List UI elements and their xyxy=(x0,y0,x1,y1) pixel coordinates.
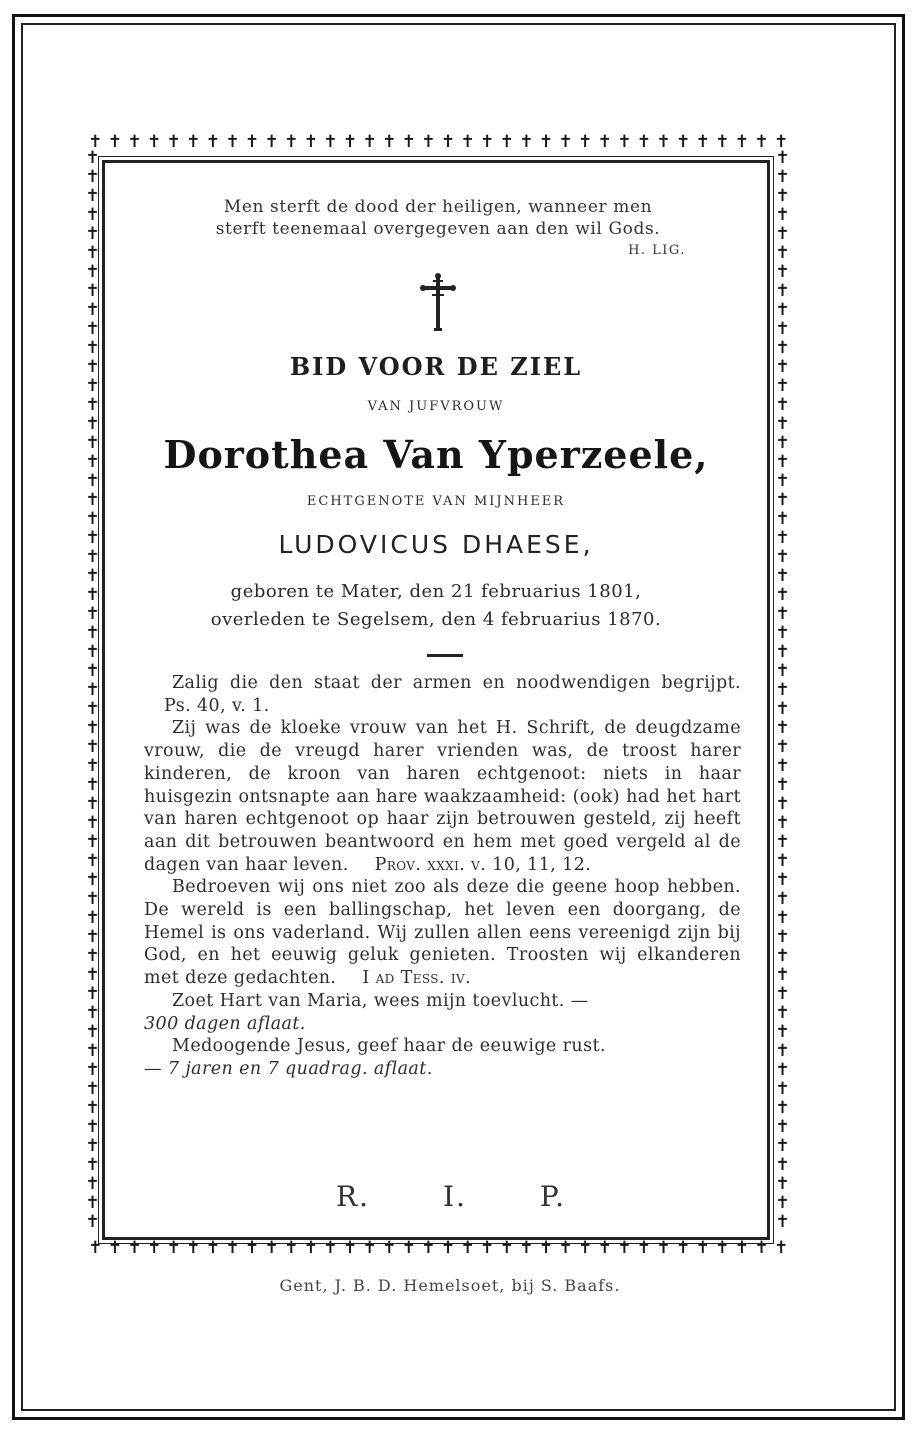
border-cross-icon: ✝ xyxy=(775,414,791,434)
border-cross-icon: ✝ xyxy=(85,1155,101,1175)
border-cross-icon: ✝ xyxy=(715,134,731,152)
border-cross-icon: ✝ xyxy=(244,134,261,152)
border-cross-icon: ✝ xyxy=(85,1022,101,1042)
paragraph-2 xyxy=(144,717,741,876)
birth-line: geboren te Mater, den 21 februarius 1801, xyxy=(230,581,642,602)
border-cross-icon: ✝ xyxy=(85,319,101,339)
rip-p: P. xyxy=(539,1180,566,1213)
border-cross-icon: ✝ xyxy=(264,1240,280,1258)
border-cross-icon: ✝ xyxy=(775,243,791,263)
border-cross-icon: ✝ xyxy=(85,395,101,415)
cross-border-top xyxy=(86,134,792,156)
border-cross-icon: ✝ xyxy=(578,134,594,152)
border-cross-icon: ✝ xyxy=(519,134,535,152)
border-cross-icon: ✝ xyxy=(85,737,101,757)
border-cross-icon: ✝ xyxy=(775,699,791,719)
border-cross-icon: ✝ xyxy=(85,1098,101,1118)
paragraph-5-indulgence: — 7 jaren en 7 quadrag. aflaat. xyxy=(144,1058,433,1079)
border-cross-icon: ✝ xyxy=(775,395,791,415)
border-cross-icon: ✝ xyxy=(186,134,202,152)
border-cross-icon: ✝ xyxy=(85,718,101,738)
border-cross-icon: ✝ xyxy=(775,756,791,776)
border-cross-icon: ✝ xyxy=(85,433,101,453)
border-cross-icon: ✝ xyxy=(85,642,101,662)
border-cross-icon: ✝ xyxy=(775,946,791,966)
border-cross-icon: ✝ xyxy=(85,832,101,852)
border-cross-icon: ✝ xyxy=(421,134,437,152)
border-cross-icon: ✝ xyxy=(460,134,476,152)
border-cross-icon: ✝ xyxy=(85,1174,101,1194)
border-cross-icon: ✝ xyxy=(85,414,101,434)
border-cross-icon: ✝ xyxy=(775,300,791,320)
border-cross-icon: ✝ xyxy=(382,1240,398,1258)
border-cross-icon: ✝ xyxy=(225,134,241,152)
border-cross-icon: ✝ xyxy=(85,547,101,567)
border-cross-icon: ✝ xyxy=(775,1212,791,1232)
border-cross-icon: ✝ xyxy=(775,452,791,472)
border-cross-icon: ✝ xyxy=(775,889,791,909)
border-cross-icon: ✝ xyxy=(85,167,101,187)
border-cross-icon: ✝ xyxy=(775,680,791,700)
border-cross-icon: ✝ xyxy=(773,134,790,152)
border-cross-icon: ✝ xyxy=(775,490,791,510)
deceased-name: Dorothea Van Yperzeele, xyxy=(163,432,709,477)
border-cross-icon: ✝ xyxy=(85,927,101,947)
border-cross-icon: ✝ xyxy=(85,1193,101,1213)
cross-border-bottom xyxy=(86,1240,792,1264)
border-cross-icon: ✝ xyxy=(558,134,574,152)
border-cross-icon: ✝ xyxy=(303,134,319,152)
border-cross-icon: ✝ xyxy=(775,1193,791,1213)
border-cross-icon: ✝ xyxy=(775,167,791,187)
border-cross-icon: ✝ xyxy=(519,1240,535,1258)
border-cross-icon: ✝ xyxy=(538,134,555,152)
border-cross-icon: ✝ xyxy=(775,566,791,586)
title-van-jufvrouw: VAN JUFVROUW xyxy=(367,399,505,414)
border-cross-icon: ✝ xyxy=(597,1240,613,1258)
border-cross-icon: ✝ xyxy=(636,1240,653,1258)
spouse-name: LUDOVICUS DHAESE, xyxy=(278,530,594,559)
paragraph-3-reference: I ad Tess. iv. xyxy=(362,968,471,989)
paragraph-1 xyxy=(144,672,741,717)
border-cross-icon: ✝ xyxy=(421,1240,437,1258)
border-cross-icon: ✝ xyxy=(85,1003,101,1023)
border-cross-icon: ✝ xyxy=(85,452,101,472)
border-cross-icon: ✝ xyxy=(85,661,101,681)
border-cross-icon: ✝ xyxy=(775,908,791,928)
border-cross-icon: ✝ xyxy=(205,1240,221,1258)
paragraph-1-text: Zalig die den staat der armen en noodwendigen begrijpt. xyxy=(172,673,741,693)
border-cross-icon: ✝ xyxy=(85,794,101,814)
border-cross-icon: ✝ xyxy=(85,889,101,909)
border-cross-icon: ✝ xyxy=(85,150,101,168)
border-cross-icon: ✝ xyxy=(775,186,791,206)
rip-r: R. xyxy=(336,1180,370,1213)
border-cross-icon: ✝ xyxy=(362,1240,378,1258)
border-cross-icon: ✝ xyxy=(499,1240,515,1258)
border-cross-icon: ✝ xyxy=(775,642,791,662)
border-cross-icon: ✝ xyxy=(775,851,791,871)
border-cross-icon: ✝ xyxy=(85,775,101,795)
spouse-label: ECHTGENOTE VAN MIJNHEER xyxy=(306,494,566,509)
divider-rule xyxy=(427,654,463,657)
border-cross-icon: ✝ xyxy=(775,319,791,339)
border-cross-icon: ✝ xyxy=(107,134,124,152)
rip-inscription xyxy=(336,1180,566,1213)
border-cross-icon: ✝ xyxy=(775,1041,791,1061)
border-cross-icon: ✝ xyxy=(775,357,791,377)
border-cross-icon: ✝ xyxy=(754,1240,770,1258)
border-cross-icon: ✝ xyxy=(85,908,101,928)
border-cross-icon: ✝ xyxy=(775,813,791,833)
border-cross-icon: ✝ xyxy=(775,718,791,738)
border-cross-icon: ✝ xyxy=(754,134,770,152)
border-cross-icon: ✝ xyxy=(85,680,101,700)
border-cross-icon: ✝ xyxy=(127,1240,143,1258)
border-cross-icon: ✝ xyxy=(244,1240,261,1258)
paragraph-4 xyxy=(144,990,741,1013)
border-cross-icon: ✝ xyxy=(323,1240,339,1258)
border-cross-icon: ✝ xyxy=(775,281,791,301)
border-cross-icon: ✝ xyxy=(382,134,398,152)
border-cross-icon: ✝ xyxy=(656,134,672,152)
epigraph-line-2: sterft teenemaal overgegeven aan den wil Gods. xyxy=(215,219,661,239)
border-cross-icon: ✝ xyxy=(775,1136,791,1156)
border-cross-icon: ✝ xyxy=(85,965,101,985)
border-cross-icon: ✝ xyxy=(775,509,791,529)
border-cross-icon: ✝ xyxy=(775,150,791,168)
border-cross-icon: ✝ xyxy=(775,547,791,567)
cross-border-left xyxy=(82,150,104,1246)
border-cross-icon: ✝ xyxy=(460,1240,476,1258)
border-cross-icon: ✝ xyxy=(775,433,791,453)
border-cross-icon: ✝ xyxy=(284,1240,300,1258)
epigraph-line-1: Men sterft de dood der heiligen, wanneer men xyxy=(223,197,653,217)
paragraph-5-text: Medoogende Jesus, geef haar de eeuwige rust. xyxy=(172,1036,606,1057)
border-cross-icon: ✝ xyxy=(775,1022,791,1042)
border-cross-icon: ✝ xyxy=(85,281,101,301)
border-cross-icon: ✝ xyxy=(85,300,101,320)
border-cross-icon: ✝ xyxy=(85,1117,101,1137)
printer-imprint: Gent, J. B. D. Hemelsoet, bij S. Baafs. xyxy=(279,1276,621,1295)
border-cross-icon: ✝ xyxy=(775,1117,791,1137)
border-cross-icon: ✝ xyxy=(284,134,300,152)
border-cross-icon: ✝ xyxy=(775,1003,791,1023)
death-line: overleden te Segelsem, den 4 februarius 1870. xyxy=(210,609,662,630)
border-cross-icon: ✝ xyxy=(342,1240,359,1258)
border-cross-icon: ✝ xyxy=(480,1240,496,1258)
border-cross-icon: ✝ xyxy=(186,1240,202,1258)
border-cross-icon: ✝ xyxy=(775,1174,791,1194)
cross-border-right xyxy=(772,150,794,1246)
border-cross-icon: ✝ xyxy=(85,1060,101,1080)
border-cross-icon: ✝ xyxy=(775,737,791,757)
border-cross-icon: ✝ xyxy=(617,134,633,152)
border-cross-icon: ✝ xyxy=(401,134,417,152)
border-cross-icon: ✝ xyxy=(538,1240,555,1258)
border-cross-icon: ✝ xyxy=(775,585,791,605)
border-cross-icon: ✝ xyxy=(85,1136,101,1156)
birth-death-lines xyxy=(110,578,762,634)
border-cross-icon: ✝ xyxy=(401,1240,417,1258)
border-cross-icon: ✝ xyxy=(85,186,101,206)
border-cross-icon: ✝ xyxy=(225,1240,241,1258)
border-cross-icon: ✝ xyxy=(734,1240,751,1258)
border-cross-icon: ✝ xyxy=(775,471,791,491)
border-cross-icon: ✝ xyxy=(617,1240,633,1258)
border-cross-icon: ✝ xyxy=(85,243,101,263)
border-cross-icon: ✝ xyxy=(775,376,791,396)
border-cross-icon: ✝ xyxy=(695,134,711,152)
border-cross-icon: ✝ xyxy=(88,134,104,152)
border-cross-icon: ✝ xyxy=(775,1060,791,1080)
paragraph-2-text: Zij was de kloeke vrouw van het H. Schrift, de deugdzame vrouw, die de vreugd harer vrienden was, de troost harer kinderen, de kroon van haren echtgenoot: niets in haar huisgezin ontsnapte aan hare waakzaamheid: (ook) had het hart van haren echtgenoot op haar zijn betrouwen gesteld, zij heeft aan dit betrouwen beantwoord en hem met goed vergeld al de dagen van haar leven. xyxy=(144,718,741,875)
border-cross-icon: ✝ xyxy=(775,205,791,225)
border-cross-icon: ✝ xyxy=(85,813,101,833)
border-cross-icon: ✝ xyxy=(85,262,101,282)
cross-icon xyxy=(418,272,458,332)
border-cross-icon: ✝ xyxy=(85,946,101,966)
border-cross-icon: ✝ xyxy=(85,338,101,358)
border-cross-icon: ✝ xyxy=(342,134,359,152)
border-cross-icon: ✝ xyxy=(734,134,751,152)
border-cross-icon: ✝ xyxy=(303,1240,319,1258)
border-cross-icon: ✝ xyxy=(85,376,101,396)
border-cross-icon: ✝ xyxy=(85,604,101,624)
border-cross-icon: ✝ xyxy=(440,134,457,152)
border-cross-icon: ✝ xyxy=(107,1240,124,1258)
border-cross-icon: ✝ xyxy=(85,509,101,529)
border-cross-icon: ✝ xyxy=(597,134,613,152)
paragraph-1-reference: Ps. 40, v. 1. xyxy=(164,695,270,716)
border-cross-icon: ✝ xyxy=(695,1240,711,1258)
border-cross-icon: ✝ xyxy=(775,832,791,852)
border-cross-icon: ✝ xyxy=(775,528,791,548)
border-cross-icon: ✝ xyxy=(85,1079,101,1099)
card-body-text xyxy=(144,672,741,1081)
border-cross-icon: ✝ xyxy=(85,623,101,643)
border-cross-icon: ✝ xyxy=(775,965,791,985)
paragraph-4-text: Zoet Hart van Maria, wees mijn toevlucht. — xyxy=(172,990,589,1011)
epigraph-source: H. LIG. xyxy=(628,243,686,258)
border-cross-icon: ✝ xyxy=(85,1041,101,1061)
border-cross-icon: ✝ xyxy=(85,1212,101,1232)
border-cross-icon: ✝ xyxy=(775,794,791,814)
border-cross-icon: ✝ xyxy=(775,661,791,681)
border-cross-icon: ✝ xyxy=(775,604,791,624)
border-cross-icon: ✝ xyxy=(775,1079,791,1099)
border-cross-icon: ✝ xyxy=(85,566,101,586)
prayer-heading: BID VOOR DE ZIEL xyxy=(289,352,583,381)
border-cross-icon: ✝ xyxy=(773,1240,790,1258)
rip-i: I. xyxy=(442,1180,467,1213)
border-cross-icon: ✝ xyxy=(362,134,378,152)
border-cross-icon: ✝ xyxy=(85,851,101,871)
border-cross-icon: ✝ xyxy=(636,134,653,152)
border-cross-icon: ✝ xyxy=(85,585,101,605)
border-cross-icon: ✝ xyxy=(775,870,791,890)
paragraph-4-indulgence: 300 dagen aflaat. xyxy=(144,1013,306,1034)
border-cross-icon: ✝ xyxy=(166,1240,182,1258)
border-cross-icon: ✝ xyxy=(440,1240,457,1258)
border-cross-icon: ✝ xyxy=(558,1240,574,1258)
border-cross-icon: ✝ xyxy=(264,134,280,152)
border-cross-icon: ✝ xyxy=(480,134,496,152)
border-cross-icon: ✝ xyxy=(323,134,339,152)
border-cross-icon: ✝ xyxy=(85,357,101,377)
border-cross-icon: ✝ xyxy=(675,1240,692,1258)
paragraph-5 xyxy=(144,1035,741,1058)
border-cross-icon: ✝ xyxy=(146,134,163,152)
border-cross-icon: ✝ xyxy=(775,1098,791,1118)
border-cross-icon: ✝ xyxy=(85,471,101,491)
border-cross-icon: ✝ xyxy=(88,1240,104,1258)
border-cross-icon: ✝ xyxy=(775,338,791,358)
border-cross-icon: ✝ xyxy=(775,927,791,947)
border-cross-icon: ✝ xyxy=(775,984,791,1004)
border-cross-icon: ✝ xyxy=(127,134,143,152)
border-cross-icon: ✝ xyxy=(775,262,791,282)
epigraph xyxy=(140,196,736,262)
border-cross-icon: ✝ xyxy=(656,1240,672,1258)
border-cross-icon: ✝ xyxy=(499,134,515,152)
border-cross-icon: ✝ xyxy=(85,984,101,1004)
border-cross-icon: ✝ xyxy=(146,1240,163,1258)
border-cross-icon: ✝ xyxy=(85,490,101,510)
border-cross-icon: ✝ xyxy=(166,134,182,152)
border-cross-icon: ✝ xyxy=(85,699,101,719)
border-cross-icon: ✝ xyxy=(775,775,791,795)
paragraph-3-text: Bedroeven wij ons niet zoo als deze die geene hoop hebben. De wereld is een ballingschap, het leven een doorgang, de Hemel is ons vaderland. Wij zullen allen eens vereenigd zijn bij God, en het eeuwig geluk genieten. Troosten wij elkanderen met deze gedachten. xyxy=(144,877,741,989)
border-cross-icon: ✝ xyxy=(775,623,791,643)
border-cross-icon: ✝ xyxy=(675,134,692,152)
paragraph-3 xyxy=(144,876,741,990)
border-cross-icon: ✝ xyxy=(578,1240,594,1258)
paragraph-2-reference: Prov. xxxi. v. 10, 11, 12. xyxy=(374,854,592,875)
border-cross-icon: ✝ xyxy=(85,756,101,776)
border-cross-icon: ✝ xyxy=(775,224,791,244)
border-cross-icon: ✝ xyxy=(85,205,101,225)
border-cross-icon: ✝ xyxy=(205,134,221,152)
border-cross-icon: ✝ xyxy=(85,870,101,890)
border-cross-icon: ✝ xyxy=(85,224,101,244)
border-cross-icon: ✝ xyxy=(775,1155,791,1175)
border-cross-icon: ✝ xyxy=(715,1240,731,1258)
border-cross-icon: ✝ xyxy=(85,528,101,548)
